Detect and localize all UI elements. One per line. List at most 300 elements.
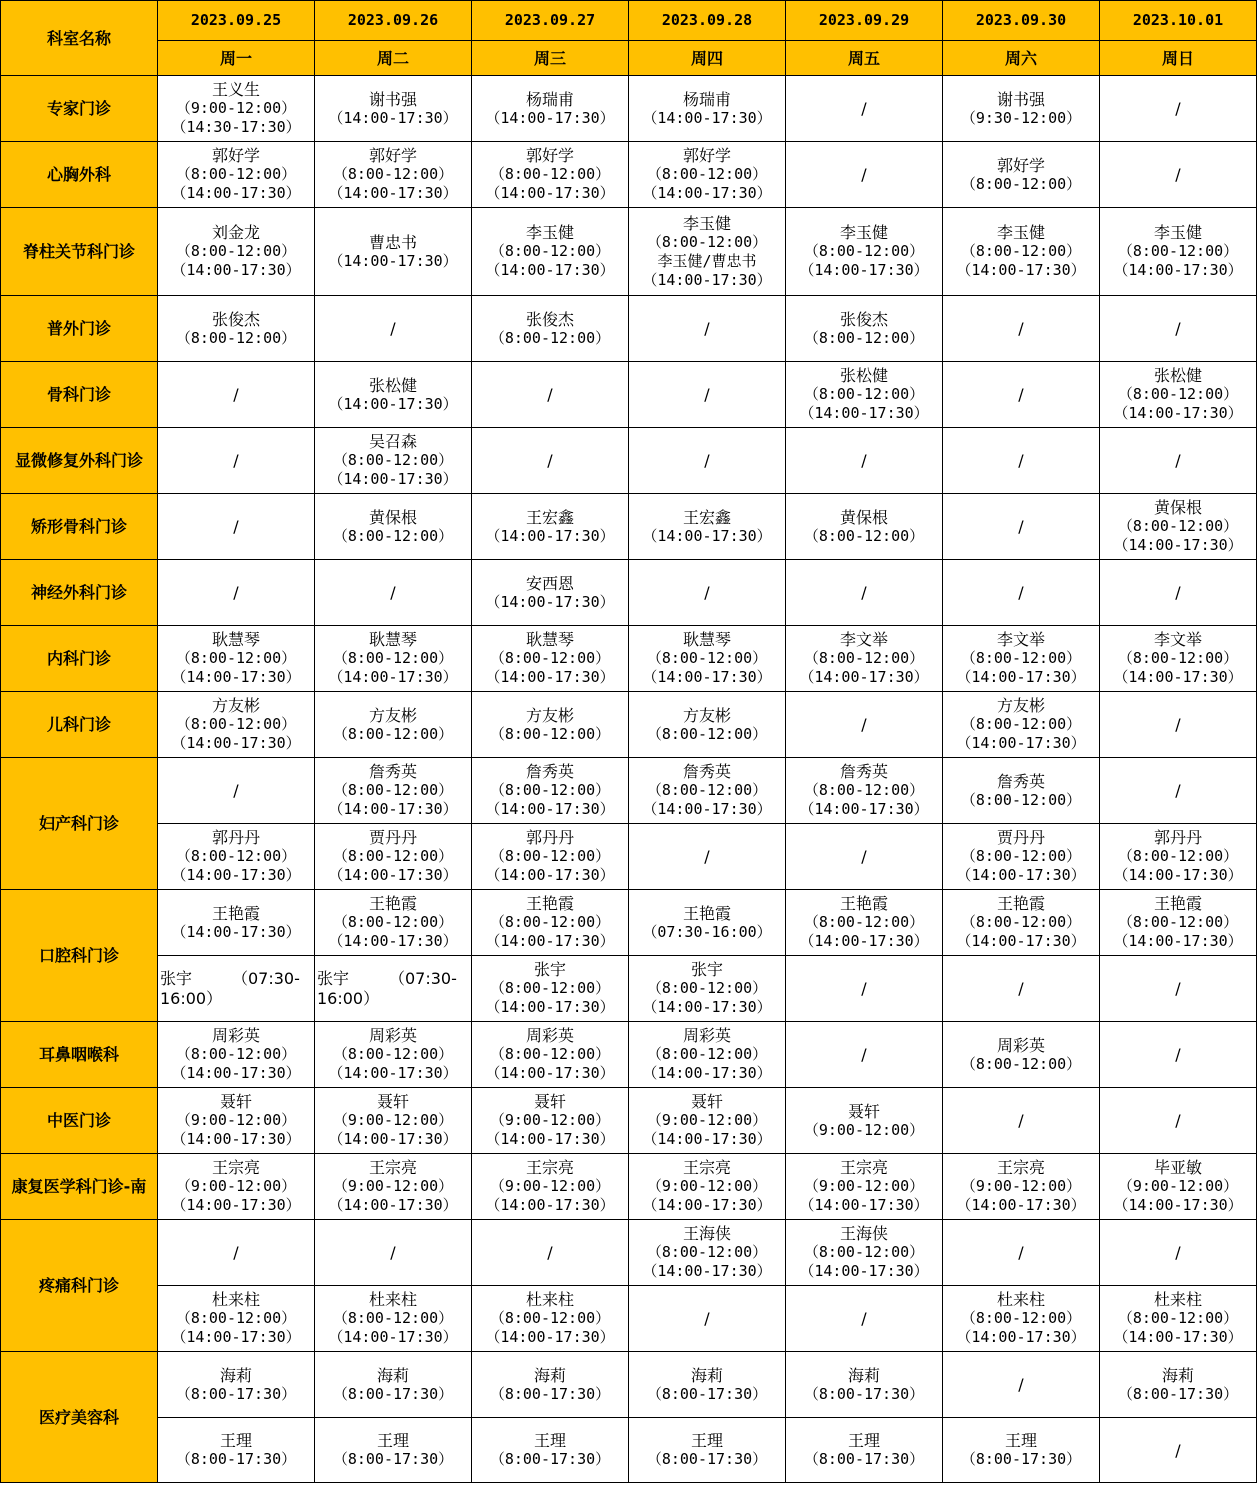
doctor-name: 杜来柱	[525, 1290, 574, 1309]
schedule-cell	[158, 1220, 315, 1286]
doctor-name: 周彩英	[682, 1026, 731, 1045]
doctor-name: /	[547, 1243, 553, 1262]
doctor-name: /	[233, 781, 239, 800]
doctor-name: 聂轩	[690, 1092, 723, 1111]
time-slot: （8:00-12:00）	[960, 913, 1082, 931]
time-slot: （14:00-17:30）	[485, 1064, 615, 1082]
doctor-name: 周彩英	[996, 1035, 1045, 1055]
schedule-cell	[943, 824, 1100, 890]
schedule-cell	[315, 626, 472, 692]
schedule-cell	[1100, 296, 1257, 362]
doctor-name: /	[1175, 715, 1181, 734]
schedule-cell	[943, 1088, 1100, 1154]
time-slot: （8:00-17:30）	[1117, 1384, 1239, 1403]
time-slot: 李玉健/曹忠书	[657, 251, 757, 270]
doctor-name: /	[233, 385, 239, 404]
schedule-cell	[315, 362, 472, 428]
doctor-name: 刘金龙	[211, 223, 260, 242]
doctor-name: /	[861, 715, 867, 734]
schedule-cell	[943, 208, 1100, 296]
doctor-name: 王理	[376, 1431, 409, 1450]
schedule-cell	[786, 1022, 943, 1088]
time-slot: （14:00-17:30）	[1113, 866, 1243, 884]
time-slot: （8:00-12:00）	[489, 242, 611, 260]
time-slot: （8:00-12:00）	[175, 328, 297, 347]
time-slot: （8:00-12:00）	[1117, 913, 1239, 931]
doctor-name: 王艳霞	[1153, 894, 1202, 913]
time-slot: （8:00-12:00）	[803, 649, 925, 667]
schedule-cell	[629, 142, 786, 208]
doctor-name: 周彩英	[525, 1026, 574, 1045]
doctor-name: 贾丹丹	[996, 828, 1045, 847]
doctor-name: /	[1175, 165, 1181, 184]
schedule-cell	[1100, 824, 1257, 890]
doctor-name: /	[1018, 451, 1024, 470]
doctor-name: 杜来柱	[211, 1290, 260, 1309]
time-slot: （14:30-17:30）	[171, 118, 301, 136]
time-slot: （8:00-12:00）	[489, 1309, 611, 1327]
schedule-cell	[158, 1286, 315, 1352]
schedule-cell	[943, 1022, 1100, 1088]
time-slot: （9:00-12:00）	[1117, 1177, 1239, 1195]
department-name: 耳鼻咽喉科	[1, 1022, 158, 1088]
schedule-cell	[315, 1022, 472, 1088]
schedule-cell	[786, 428, 943, 494]
time-slot: （8:00-17:30）	[803, 1384, 925, 1403]
schedule-cell	[786, 560, 943, 626]
doctor-name: 杜来柱	[1153, 1290, 1202, 1309]
doctor-name: /	[704, 451, 710, 470]
schedule-body	[1, 76, 1257, 1483]
doctor-name: 海莉	[219, 1365, 252, 1385]
schedule-cell	[943, 1220, 1100, 1286]
doctor-name: 郭好学	[682, 146, 731, 165]
time-slot: （8:00-17:30）	[175, 1384, 297, 1403]
schedule-cell	[315, 208, 472, 296]
weekday-header: 周一	[158, 41, 315, 76]
department-name: 骨科门诊	[1, 362, 158, 428]
time-slot: （14:00-17:30）	[956, 932, 1086, 950]
time-slot: （14:00-17:30）	[171, 261, 301, 279]
time-slot: （8:00-12:00）	[175, 242, 297, 260]
table-row	[1, 626, 1257, 692]
time-slot: （9:00-12:00）	[803, 1177, 925, 1195]
time-slot: （9:00-12:00）	[489, 1111, 611, 1129]
doctor-name: 王宗亮	[682, 1158, 731, 1177]
table-row	[1, 1352, 1257, 1418]
doctor-name: 海莉	[1161, 1365, 1194, 1385]
doctor-name: 聂轩	[376, 1092, 409, 1111]
doctor-name: 谢书强	[996, 89, 1045, 109]
doctor-name: /	[233, 1243, 239, 1262]
doctor-name: 王海侠	[839, 1224, 888, 1243]
department-name: 康复医学科门诊-南	[1, 1154, 158, 1220]
table-row	[1, 956, 1257, 1022]
doctor-name: /	[861, 583, 867, 602]
date-header: 2023.09.28	[629, 1, 786, 41]
department-name: 普外门诊	[1, 296, 158, 362]
time-slot: （9:00-12:00）	[175, 1177, 297, 1195]
doctor-name: /	[861, 1309, 867, 1328]
time-slot: （14:00-17:30）	[956, 1196, 1086, 1214]
department-name: 口腔科门诊	[1, 890, 158, 1022]
time-slot: （14:00-17:30）	[328, 184, 458, 202]
doctor-name: 张俊杰	[839, 309, 888, 329]
time-slot: （8:00-12:00）	[175, 847, 297, 865]
doctor-name: /	[1175, 979, 1181, 998]
time-slot: （8:00-17:30）	[646, 1384, 768, 1403]
doctor-name: /	[861, 979, 867, 998]
time-slot: （9:00-12:00）	[332, 1177, 454, 1195]
schedule-cell	[1100, 142, 1257, 208]
weekday-header: 周日	[1100, 41, 1257, 76]
time-slot: （8:00-12:00）	[175, 1309, 297, 1327]
table-row	[1, 362, 1257, 428]
schedule-cell	[315, 494, 472, 560]
doctor-name: /	[547, 451, 553, 470]
time-slot: （9:00-12:00）	[646, 1111, 768, 1129]
doctor-name: 方友彬	[996, 696, 1045, 715]
time-slot: （14:00-17:30）	[642, 1196, 772, 1214]
schedule-cell	[158, 1352, 315, 1418]
time-slot: （8:00-12:00）	[960, 242, 1082, 260]
time-slot: （07:30-16:00）	[642, 922, 772, 941]
doctor-name: /	[1175, 1440, 1181, 1460]
doctor-name: /	[861, 99, 867, 118]
time-slot: （8:00-12:00）	[646, 1243, 768, 1261]
schedule-cell	[629, 362, 786, 428]
department-name: 矫形骨科门诊	[1, 494, 158, 560]
time-slot: （14:00-17:30）	[799, 1262, 929, 1280]
time-slot: （14:00-17:30）	[799, 261, 929, 279]
schedule-cell	[315, 890, 472, 956]
table-row	[1, 1220, 1257, 1286]
schedule-cell	[943, 758, 1100, 824]
doctor-name: 耿慧琴	[682, 630, 731, 649]
schedule-cell	[1100, 76, 1257, 142]
time-slot: （14:00-17:30）	[1113, 1196, 1243, 1214]
table-row	[1, 824, 1257, 890]
schedule-cell	[1100, 1286, 1257, 1352]
doctor-name: 谢书强	[368, 89, 417, 109]
schedule-cell	[158, 208, 315, 296]
time-slot: （8:00-12:00）	[489, 847, 611, 865]
doctor-name: 王宗亮	[211, 1158, 260, 1177]
schedule-cell	[786, 626, 943, 692]
doctor-name: /	[1175, 781, 1181, 800]
schedule-cell	[786, 890, 943, 956]
doctor-name: /	[1018, 1111, 1024, 1130]
schedule-cell	[629, 76, 786, 142]
doctor-name: 王理	[1004, 1431, 1037, 1450]
time-slot: （14:00-17:30）	[328, 668, 458, 686]
time-slot: （14:00-17:30）	[799, 1196, 929, 1214]
schedule-cell	[786, 1352, 943, 1418]
time-slot: （8:00-12:00）	[489, 781, 611, 799]
time-slot: （8:00-12:00）	[332, 451, 454, 469]
time-slot: （14:00-17:30）	[1113, 932, 1243, 950]
doctor-name: 耿慧琴	[368, 630, 417, 649]
time-slot: （9:00-12:00）	[332, 1111, 454, 1129]
doctor-name: 周彩英	[211, 1026, 260, 1045]
schedule-cell	[786, 824, 943, 890]
schedule-cell	[472, 362, 629, 428]
schedule-cell	[472, 890, 629, 956]
doctor-name: 郭丹丹	[211, 828, 260, 847]
time-slot: （14:00-17:30）	[328, 1064, 458, 1082]
time-slot: （14:00-17:30）	[485, 184, 615, 202]
schedule-cell	[315, 1352, 472, 1418]
time-slot: （14:00-17:30）	[485, 526, 615, 545]
time-slot: （8:00-12:00）	[332, 526, 454, 545]
time-slot: （8:00-12:00）	[960, 790, 1082, 809]
doctor-name: /	[861, 1045, 867, 1064]
date-header: 2023.09.25	[158, 1, 315, 41]
schedule-cell	[472, 560, 629, 626]
time-slot: （14:00-17:30）	[642, 184, 772, 202]
time-slot: （8:00-12:00）	[803, 328, 925, 347]
schedule-cell	[629, 208, 786, 296]
time-slot: （14:00-17:30）	[1113, 536, 1243, 554]
time-slot: （14:00-17:30）	[485, 1328, 615, 1346]
doctor-name: 郭丹丹	[1153, 828, 1202, 847]
time-slot: （9:00-12:00）	[175, 99, 297, 117]
doctor-name: 周彩英	[368, 1026, 417, 1045]
time-slot: （14:00-17:30）	[799, 800, 929, 818]
time-slot: （8:00-17:30）	[803, 1450, 925, 1468]
table-row	[1, 1022, 1257, 1088]
time-slot: （8:00-12:00）	[803, 781, 925, 799]
schedule-cell	[158, 560, 315, 626]
table-row	[1, 1286, 1257, 1352]
time-slot: （14:00-17:30）	[485, 1196, 615, 1214]
table-row	[1, 758, 1257, 824]
doctor-name: /	[1018, 1375, 1024, 1394]
schedule-cell	[472, 296, 629, 362]
time-slot: （14:00-17:30）	[171, 1064, 301, 1082]
schedule-cell	[315, 956, 472, 1022]
time-slot: （8:00-12:00）	[332, 165, 454, 183]
schedule-cell	[943, 362, 1100, 428]
department-name: 疼痛科门诊	[1, 1220, 158, 1352]
schedule-cell	[786, 208, 943, 296]
time-slot: （14:00-17:30）	[328, 800, 458, 818]
department-name: 儿科门诊	[1, 692, 158, 758]
doctor-name: 海莉	[690, 1365, 723, 1385]
time-slot: （8:00-12:00）	[1117, 385, 1239, 403]
schedule-cell	[472, 692, 629, 758]
schedule-cell	[1100, 1154, 1257, 1220]
schedule-cell	[315, 428, 472, 494]
time-slot: （14:00-17:30）	[485, 592, 615, 611]
doctor-name: 张松健	[368, 375, 417, 395]
schedule-cell	[158, 692, 315, 758]
time-slot: （8:00-12:00）	[332, 847, 454, 865]
doctor-name: 郭好学	[996, 155, 1045, 175]
schedule-cell	[943, 626, 1100, 692]
time-slot: （8:00-17:30）	[332, 1450, 454, 1468]
schedule-cell	[629, 758, 786, 824]
doctor-name: 王理	[690, 1431, 723, 1450]
schedule-cell	[786, 1418, 943, 1483]
doctor-name: 海莉	[847, 1365, 880, 1385]
schedule-cell	[1100, 1088, 1257, 1154]
schedule-cell	[472, 142, 629, 208]
schedule-cell	[943, 296, 1100, 362]
schedule-cell	[472, 1022, 629, 1088]
schedule-cell	[786, 692, 943, 758]
doctor-name: /	[233, 451, 239, 470]
doctor-name: 王宗亮	[525, 1158, 574, 1177]
schedule-cell	[158, 362, 315, 428]
schedule-cell	[158, 956, 315, 1022]
date-header: 2023.09.27	[472, 1, 629, 41]
schedule-cell	[315, 1088, 472, 1154]
schedule-cell	[1100, 362, 1257, 428]
schedule-cell	[472, 824, 629, 890]
time-slot: （8:00-12:00）	[332, 781, 454, 799]
doctor-name: 王艳霞	[682, 903, 731, 923]
doctor-name: 曹忠书	[368, 232, 417, 252]
time-slot: （14:00-17:30）	[328, 932, 458, 950]
schedule-cell	[158, 296, 315, 362]
schedule-cell	[629, 1352, 786, 1418]
time-slot: （8:00-12:00）	[646, 1045, 768, 1063]
time-slot: （14:00-17:30）	[171, 1328, 301, 1346]
doctor-name: /	[704, 583, 710, 602]
time-slot: （14:00-17:30）	[485, 668, 615, 686]
time-slot: （14:00-17:30）	[956, 866, 1086, 884]
schedule-cell	[629, 1154, 786, 1220]
table-row	[1, 1418, 1257, 1483]
doctor-name: 安西恩	[525, 573, 574, 593]
schedule-cell	[629, 494, 786, 560]
doctor-name: 杜来柱	[996, 1290, 1045, 1309]
schedule-cell	[1100, 560, 1257, 626]
schedule-cell	[158, 494, 315, 560]
schedule-cell	[786, 1286, 943, 1352]
schedule-cell	[315, 692, 472, 758]
schedule-cell	[472, 1088, 629, 1154]
schedule-cell	[786, 956, 943, 1022]
doctor-name: 詹秀英	[368, 762, 417, 781]
time-slot: （9:00-12:00）	[175, 1111, 297, 1129]
doctor-name: 李文举	[996, 630, 1045, 649]
doctor-name: /	[390, 583, 396, 602]
time-slot: （8:00-12:00）	[803, 526, 925, 545]
time-slot: （14:00-17:30）	[1113, 261, 1243, 279]
doctor-name: /	[1175, 1243, 1181, 1262]
time-slot: （8:00-12:00）	[332, 1045, 454, 1063]
schedule-cell	[629, 428, 786, 494]
schedule-cell	[629, 692, 786, 758]
table-row	[1, 142, 1257, 208]
doctor-name: 聂轩	[533, 1092, 566, 1111]
time-slot: （8:00-12:00）	[960, 715, 1082, 733]
table-row	[1, 1088, 1257, 1154]
doctor-name: /	[1018, 319, 1024, 338]
date-header: 2023.10.01	[1100, 1, 1257, 41]
schedule-cell	[943, 1418, 1100, 1483]
schedule-cell	[786, 362, 943, 428]
doctor-name: 耿慧琴	[211, 630, 260, 649]
doctor-name: 方友彬	[682, 705, 731, 725]
doctor-name: 郭丹丹	[525, 828, 574, 847]
date-header: 2023.09.26	[315, 1, 472, 41]
doctor-name: /	[704, 1309, 710, 1328]
time-slot: （14:00-17:30）	[956, 261, 1086, 279]
date-header: 2023.09.30	[943, 1, 1100, 41]
doctor-name: /	[1018, 385, 1024, 404]
time-slot: （14:00-17:30）	[1113, 668, 1243, 686]
schedule-cell	[158, 1022, 315, 1088]
time-slot: （14:00-17:30）	[1113, 1328, 1243, 1346]
schedule-cell	[472, 956, 629, 1022]
doctor-name: /	[1018, 1243, 1024, 1262]
time-slot: （14:00-17:30）	[642, 1064, 772, 1082]
doctor-name: 张宇 （07:30-16:00）	[317, 968, 457, 1008]
time-slot: （9:00-12:00）	[489, 1177, 611, 1195]
schedule-cell	[472, 758, 629, 824]
schedule-cell	[1100, 890, 1257, 956]
schedule-cell	[315, 1220, 472, 1286]
schedule-cell	[629, 824, 786, 890]
time-slot: （14:00-17:30）	[799, 932, 929, 950]
schedule-cell	[629, 296, 786, 362]
schedule-cell	[315, 1418, 472, 1483]
schedule-cell	[629, 626, 786, 692]
doctor-name: 张松健	[839, 366, 888, 385]
table-row	[1, 1154, 1257, 1220]
schedule-cell	[1100, 428, 1257, 494]
weekday-header: 周三	[472, 41, 629, 76]
schedule-cell	[315, 296, 472, 362]
time-slot: （8:00-17:30）	[489, 1450, 611, 1468]
time-slot: （8:00-12:00）	[332, 913, 454, 931]
doctor-name: 方友彬	[211, 696, 260, 715]
doctor-name: 王艳霞	[525, 894, 574, 913]
time-slot: （8:00-12:00）	[960, 174, 1082, 193]
schedule-cell	[629, 560, 786, 626]
schedule-cell	[1100, 626, 1257, 692]
schedule-cell	[472, 76, 629, 142]
date-header-row	[1, 1, 1257, 41]
doctor-name: 杨瑞甫	[682, 89, 731, 109]
time-slot: （8:00-12:00）	[175, 1045, 297, 1063]
schedule-cell	[786, 296, 943, 362]
time-slot: （8:00-12:00）	[332, 1309, 454, 1327]
time-slot: （8:00-12:00）	[646, 979, 768, 997]
time-slot: （14:00-17:30）	[799, 404, 929, 422]
time-slot: （14:00-17:30）	[642, 1262, 772, 1280]
time-slot: （14:00-17:30）	[328, 108, 458, 127]
time-slot: （8:00-12:00）	[803, 385, 925, 403]
doctor-name: 方友彬	[368, 705, 417, 725]
doctor-name: 耿慧琴	[525, 630, 574, 649]
time-slot: （14:00-17:30）	[1113, 404, 1243, 422]
doctor-name: 王艳霞	[996, 894, 1045, 913]
time-slot: （8:00-12:00）	[332, 724, 454, 743]
schedule-cell	[786, 494, 943, 560]
schedule-cell	[158, 76, 315, 142]
schedule-cell	[1100, 956, 1257, 1022]
doctor-name: 张宇	[690, 960, 723, 979]
schedule-cell	[943, 494, 1100, 560]
doctor-name: 李玉健	[525, 223, 574, 242]
time-slot: （14:00-17:30）	[328, 1130, 458, 1148]
schedule-cell	[315, 824, 472, 890]
doctor-name: 张宇 （07:30-16:00）	[160, 968, 300, 1008]
